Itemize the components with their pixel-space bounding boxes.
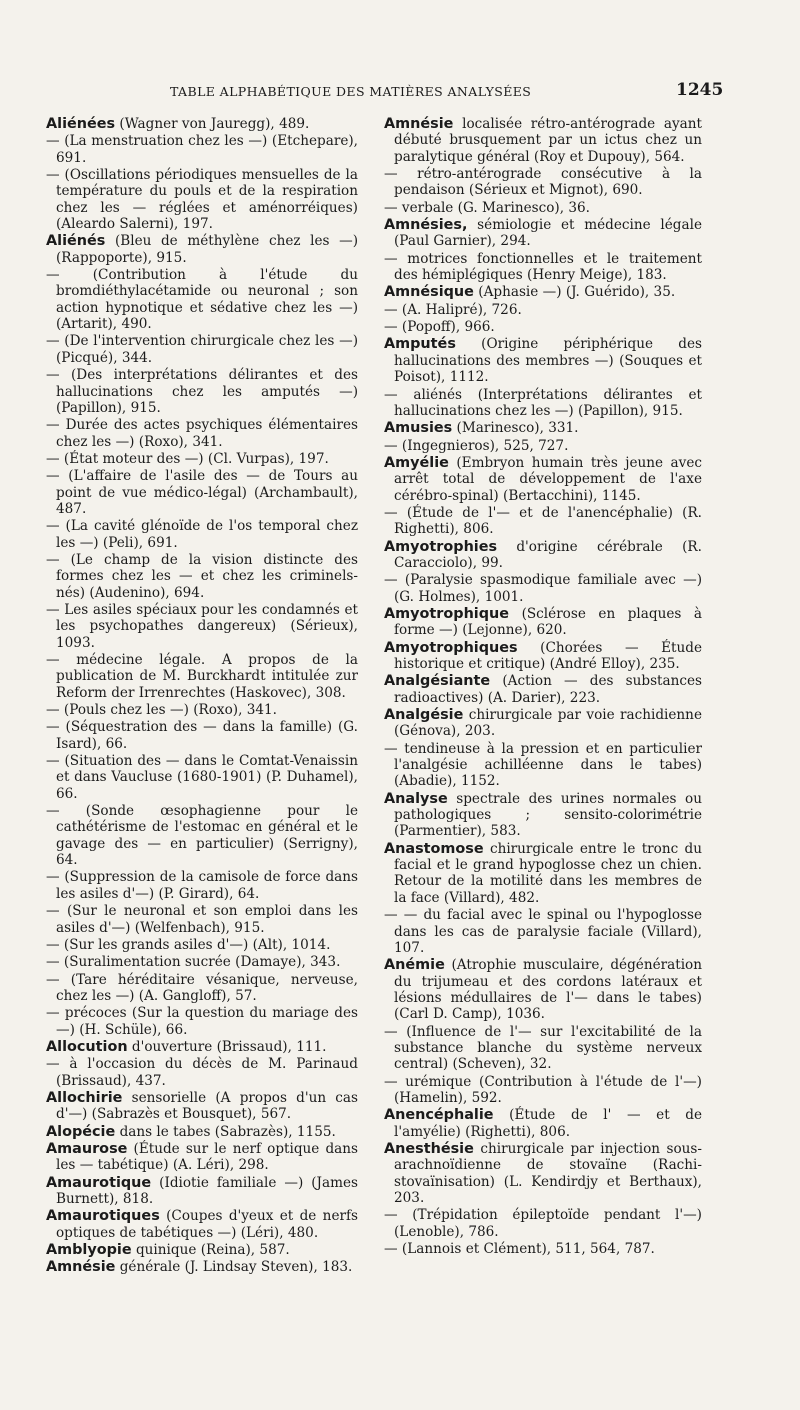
index-entry	[384, 284, 702, 300]
entry-text: — à l'occasion du décès de M. Parinaud (Brissaud), 437.	[46, 1056, 358, 1089]
index-entry	[46, 233, 358, 266]
index-entry	[46, 518, 358, 551]
index-entry	[46, 367, 358, 416]
entry-headword: Amyotrophiques	[384, 639, 518, 656]
entry-text: — (Paralysie spasmodique familiale avec —) (G. Holmes), 1001.	[384, 572, 702, 605]
entry-headword: Amaurotiques	[46, 1208, 160, 1225]
index-entry	[46, 803, 358, 868]
index-entry	[384, 217, 702, 250]
index-entry	[46, 702, 358, 718]
entry-text: — — du facial avec le spinal ou l'hypoglosse dans les cas de paralysie faciale (Villard), 107.	[384, 907, 702, 956]
entry-text: — tendineuse à la pression et en particulier l'analgésie achilléenne dans le tabes) (Abadie), 1152.	[384, 740, 702, 790]
entry-text: — (Séquestration des — dans la famille) (G. Isard), 66.	[46, 719, 358, 752]
entry-text: — aliénés (Interprétations délirantes et hallucinations chez les —) (Papillon), 915.	[384, 386, 702, 419]
entry-text: quinique (Reina), 587.	[131, 1242, 290, 1259]
entry-text: — (Suppression de la camisole de force dans les asiles d'—) (P. Girard), 64.	[46, 869, 358, 902]
entry-headword: Amyotrophies	[384, 538, 498, 555]
entry-text: — (Situation des — dans le Comtat-Venaissin et dans Vaucluse (1680-1901) (P. Duhamel), 66.	[46, 753, 358, 802]
entry-headword: Amnésies,	[384, 217, 468, 234]
entry-text: — (Oscillations périodiques mensuelles de la température du pouls et de la respiration chez les — réglées et aménorréiques) (Aleardo Salerni), 197.	[46, 167, 358, 233]
index-entry	[384, 505, 702, 538]
index-entry	[384, 1107, 702, 1140]
entry-text: — motrices fonctionnelles et le traitement des hémiplégiques (Henry Meige), 183.	[384, 250, 702, 284]
entry-headword: Amaurotique	[46, 1174, 152, 1191]
entry-text: — (Ingegnieros), 525, 727.	[384, 437, 569, 454]
entry-text: d'origine cérébrale (R. Caracciolo), 99.	[394, 538, 702, 571]
index-entry	[384, 907, 702, 956]
entry-text: — (Sur les grands asiles d'—) (Alt), 1014.	[46, 936, 331, 953]
entry-text: — (Des interprétations délirantes et des hallucinations chez les amputés —) (Papillon), 915.	[46, 367, 358, 416]
entry-text: — (Influence de l'— sur l'excitabilité de la substance blanche du système nerveux central) (Scheven), 32.	[384, 1023, 702, 1073]
index-entry	[384, 1024, 702, 1073]
entry-text: (Aphasie —) (J. Guérido), 35.	[473, 284, 676, 301]
entry-text: localisée rétro-antérograde ayant débuté brusquement par un ictus chez un paralytique général (Roy et Dupouy), 564.	[394, 116, 702, 165]
entry-text: — (Contribution à l'étude du bromdiéthylacétamide ou neuronal ; son action hypnotique et sédative chez les —) (Artarit), 490.	[46, 267, 358, 333]
entry-headword: Amaurose	[46, 1140, 128, 1157]
index-entry	[384, 606, 702, 639]
entry-headword: Anastomose	[384, 840, 484, 857]
entry-text: — (Popoff), 966.	[384, 319, 495, 336]
index-entry	[46, 1039, 358, 1055]
index-entry	[384, 1074, 702, 1107]
entry-text: chirurgicale par voie rachidienne (Génova), 203.	[394, 707, 702, 740]
entry-text: — (Le champ de la vision distincte des formes chez les — et chez les criminels-nés) (Audenino), 694.	[46, 551, 358, 601]
entry-text: — (Suralimentation sucrée (Damaye), 343.	[46, 954, 341, 971]
entry-headword: Amnésie	[384, 116, 454, 132]
bottom-margin	[0, 1360, 800, 1410]
index-entry	[46, 133, 358, 166]
entry-text: — (Sur le neuronal et son emploi dans les asiles d'—) (Welfenbach), 915.	[46, 903, 358, 936]
entry-text: — verbale (G. Marinesco), 36.	[384, 199, 590, 216]
entry-headword: Anencéphalie	[384, 1107, 494, 1124]
entry-headword: Amnésie	[46, 1259, 116, 1276]
entry-text: (Idiotie familiale —) (James Burnett), 818.	[56, 1174, 358, 1207]
index-entry	[384, 251, 702, 284]
index-entry	[46, 903, 358, 936]
entry-text: (Étude de l' — et de l'amyélie) (Righetti), 806.	[394, 1107, 702, 1140]
entry-text: dans le tabes (Sabrazès), 1155.	[115, 1123, 336, 1140]
entry-text: (Chorées — Étude historique et critique) (André Elloy), 235.	[394, 639, 702, 672]
running-head	[0, 80, 800, 104]
index-entry	[384, 791, 702, 840]
entry-text: (Action — des substances radioactives) (A. Darier), 223.	[394, 673, 702, 706]
index-entry	[384, 841, 702, 906]
index-entry	[384, 640, 702, 673]
index-entry	[46, 552, 358, 601]
entry-text: (Bleu de méthylène chez les —) (Rappoporte), 915.	[56, 233, 358, 266]
entry-text: — (Lannois et Clément), 511, 564, 787.	[384, 1241, 655, 1258]
entry-text: — rétro-antérograde consécutive à la pendaison (Sérieux et Mignot), 690.	[384, 166, 702, 199]
index-entry	[384, 166, 702, 199]
index-entry	[46, 652, 358, 701]
index-entry	[384, 302, 702, 318]
index-entry	[384, 336, 702, 385]
entry-headword: Amyélie	[384, 454, 449, 471]
entry-text: chirurgicale par injection sous-arachnoïdienne de stovaïne (Rachi-stovaïnisation) (L. Kendirdjy et Berthaux), 203.	[394, 1140, 702, 1206]
entry-text: (Sclérose en plaques à forme —) (Lejonne), 620.	[394, 605, 702, 639]
entry-headword: Anémie	[384, 957, 445, 974]
index-entry	[46, 954, 358, 970]
entry-headword: Anesthésie	[384, 1140, 474, 1157]
index-entry	[384, 707, 702, 740]
entry-text: (Origine périphérique des hallucinations des membres —) (Souques et Poisot), 1112.	[394, 336, 702, 386]
index-entry	[384, 1241, 702, 1257]
index-entry	[46, 468, 358, 517]
entry-text: — (Tare héréditaire vésanique, nerveuse, chez les —) (A. Gangloff), 57.	[46, 971, 358, 1004]
index-entry	[384, 741, 702, 790]
index-entry	[384, 420, 702, 436]
index-entry	[384, 1141, 702, 1206]
right-column	[384, 116, 702, 1258]
page-number: 1245	[676, 80, 724, 100]
index-entry	[46, 333, 358, 366]
index-entry	[46, 1175, 358, 1208]
index-entry	[46, 116, 358, 132]
index-entry	[384, 319, 702, 335]
index-entry	[46, 1242, 358, 1258]
entry-text: (Wagner von Jauregg), 489.	[115, 116, 310, 132]
entry-text: — Durée des actes psychiques élémentaires chez les —) (Roxo), 341.	[46, 417, 358, 450]
index-entry	[46, 602, 358, 651]
index-entry	[46, 972, 358, 1005]
index-entry	[384, 438, 702, 454]
entry-text: — (L'affaire de l'asile des — de Tours au point de vue médico-légal) (Archambault), 487.	[46, 468, 358, 517]
index-entry	[46, 267, 358, 332]
entry-text: sémiologie et médecine légale (Paul Garnier), 294.	[394, 217, 702, 250]
index-entry	[46, 1056, 358, 1089]
left-column	[46, 116, 358, 1277]
index-entry	[384, 673, 702, 706]
entry-headword: Aliénés	[46, 233, 106, 250]
entry-text: — médecine légale. A propos de la publication de M. Burckhardt intitulée zur Reform der Irrenrechtes (Haskovec), 308.	[46, 652, 358, 701]
entry-text: — (A. Halipré), 726.	[384, 301, 522, 318]
index-entry	[384, 387, 702, 420]
entry-text: — (Sonde œsophagienne pour le cathétérisme de l'estomac en général et le gavage des — en particulier) (Serrigny), 64.	[46, 803, 358, 869]
index-entry	[384, 957, 702, 1022]
entry-headword: Aliénées	[46, 116, 116, 132]
entry-text: — (État moteur des —) (Cl. Vurpas), 197.	[46, 450, 329, 467]
index-entry	[46, 937, 358, 953]
entry-text: sensorielle (A propos d'un cas d'—) (Sabrazès et Bousquet), 567.	[56, 1089, 358, 1123]
index-entry	[46, 1259, 358, 1275]
index-entry	[46, 1141, 358, 1174]
index-entry	[46, 1090, 358, 1123]
index-entry	[46, 417, 358, 450]
entry-headword: Amusies	[384, 420, 453, 437]
entry-text: — (Pouls chez les —) (Roxo), 341.	[46, 702, 277, 719]
entry-headword: Allochirie	[46, 1089, 123, 1106]
entry-text: — (Étude de l'— et de l'anencéphalie) (R. Righetti), 806.	[384, 504, 702, 538]
index-entry	[384, 455, 702, 504]
entry-headword: Analgésie	[384, 707, 464, 724]
index-entry	[46, 1005, 358, 1038]
entry-text: (Atrophie musculaire, dégénération du trijumeau et des cordons latéraux et lésions médullaires de l'— dans le tabes) (Carl D. Camp), 1036.	[394, 957, 702, 1023]
entry-text: (Marinesco), 331.	[452, 420, 579, 437]
index-entry	[46, 1208, 358, 1241]
running-head-title: TABLE ALPHABÉTIQUE DES MATIÈRES ANALYSÉES	[170, 84, 532, 99]
entry-text: (Étude sur le nerf optique dans les — tabétique) (A. Léri), 298.	[56, 1140, 358, 1174]
entry-text: (Embryon humain très jeune avec arrêt total de développement de l'axe cérébro-spinal) (Bertacchini), 1145.	[394, 454, 702, 504]
entry-text: spectrale des urines normales ou pathologiques ; sensito-colorimétrie (Parmentier), 583.	[394, 790, 702, 840]
index-entry	[384, 572, 702, 605]
index-entry	[46, 451, 358, 467]
entry-text: — (De l'intervention chirurgicale chez les —) (Picqué), 344.	[46, 333, 358, 366]
entry-text: chirurgicale entre le tronc du facial et le grand hypoglosse chez un chien. Retour de la motilité dans les membres de la face (Villard), 482.	[394, 840, 702, 906]
entry-text: (Coupes d'yeux et de nerfs optiques de tabétiques —) (Léri), 480.	[56, 1208, 358, 1241]
entry-text: — (La menstruation chez les —) (Etchepare), 691.	[46, 133, 358, 166]
index-entry	[384, 539, 702, 572]
entry-headword: Alopécie	[46, 1123, 116, 1140]
entry-text: — urémique (Contribution à l'étude de l'—) (Hamelin), 592.	[384, 1073, 702, 1106]
index-entry	[384, 1207, 702, 1240]
entry-headword: Amnésique	[384, 284, 474, 301]
entry-text: — (Trépidation épileptoïde pendant l'—) (Lenoble), 786.	[384, 1207, 702, 1240]
entry-text: générale (J. Lindsay Steven), 183.	[115, 1259, 353, 1276]
index-entry	[384, 116, 702, 165]
entry-headword: Analyse	[384, 790, 448, 807]
index-entry	[46, 719, 358, 752]
index-entry	[46, 167, 358, 232]
entry-headword: Analgésiante	[384, 673, 491, 690]
entry-text: — précoces (Sur la question du mariage des —) (H. Schüle), 66.	[46, 1005, 358, 1038]
index-entry	[384, 200, 702, 216]
entry-headword: Amputés	[384, 336, 456, 353]
entry-text: — (La cavité glénoïde de l'os temporal chez les —) (Peli), 691.	[46, 518, 358, 551]
index-entry	[46, 753, 358, 802]
entry-text: d'ouverture (Brissaud), 111.	[127, 1038, 327, 1055]
index-entry	[46, 1124, 358, 1140]
entry-text: — Les asiles spéciaux pour les condamnés et les psychopathes dangereux) (Sérieux), 1093.	[46, 601, 358, 651]
entry-headword: Amblyopie	[46, 1242, 132, 1259]
entry-headword: Amyotrophique	[384, 605, 510, 622]
entry-headword: Allocution	[46, 1038, 128, 1055]
index-entry	[46, 869, 358, 902]
